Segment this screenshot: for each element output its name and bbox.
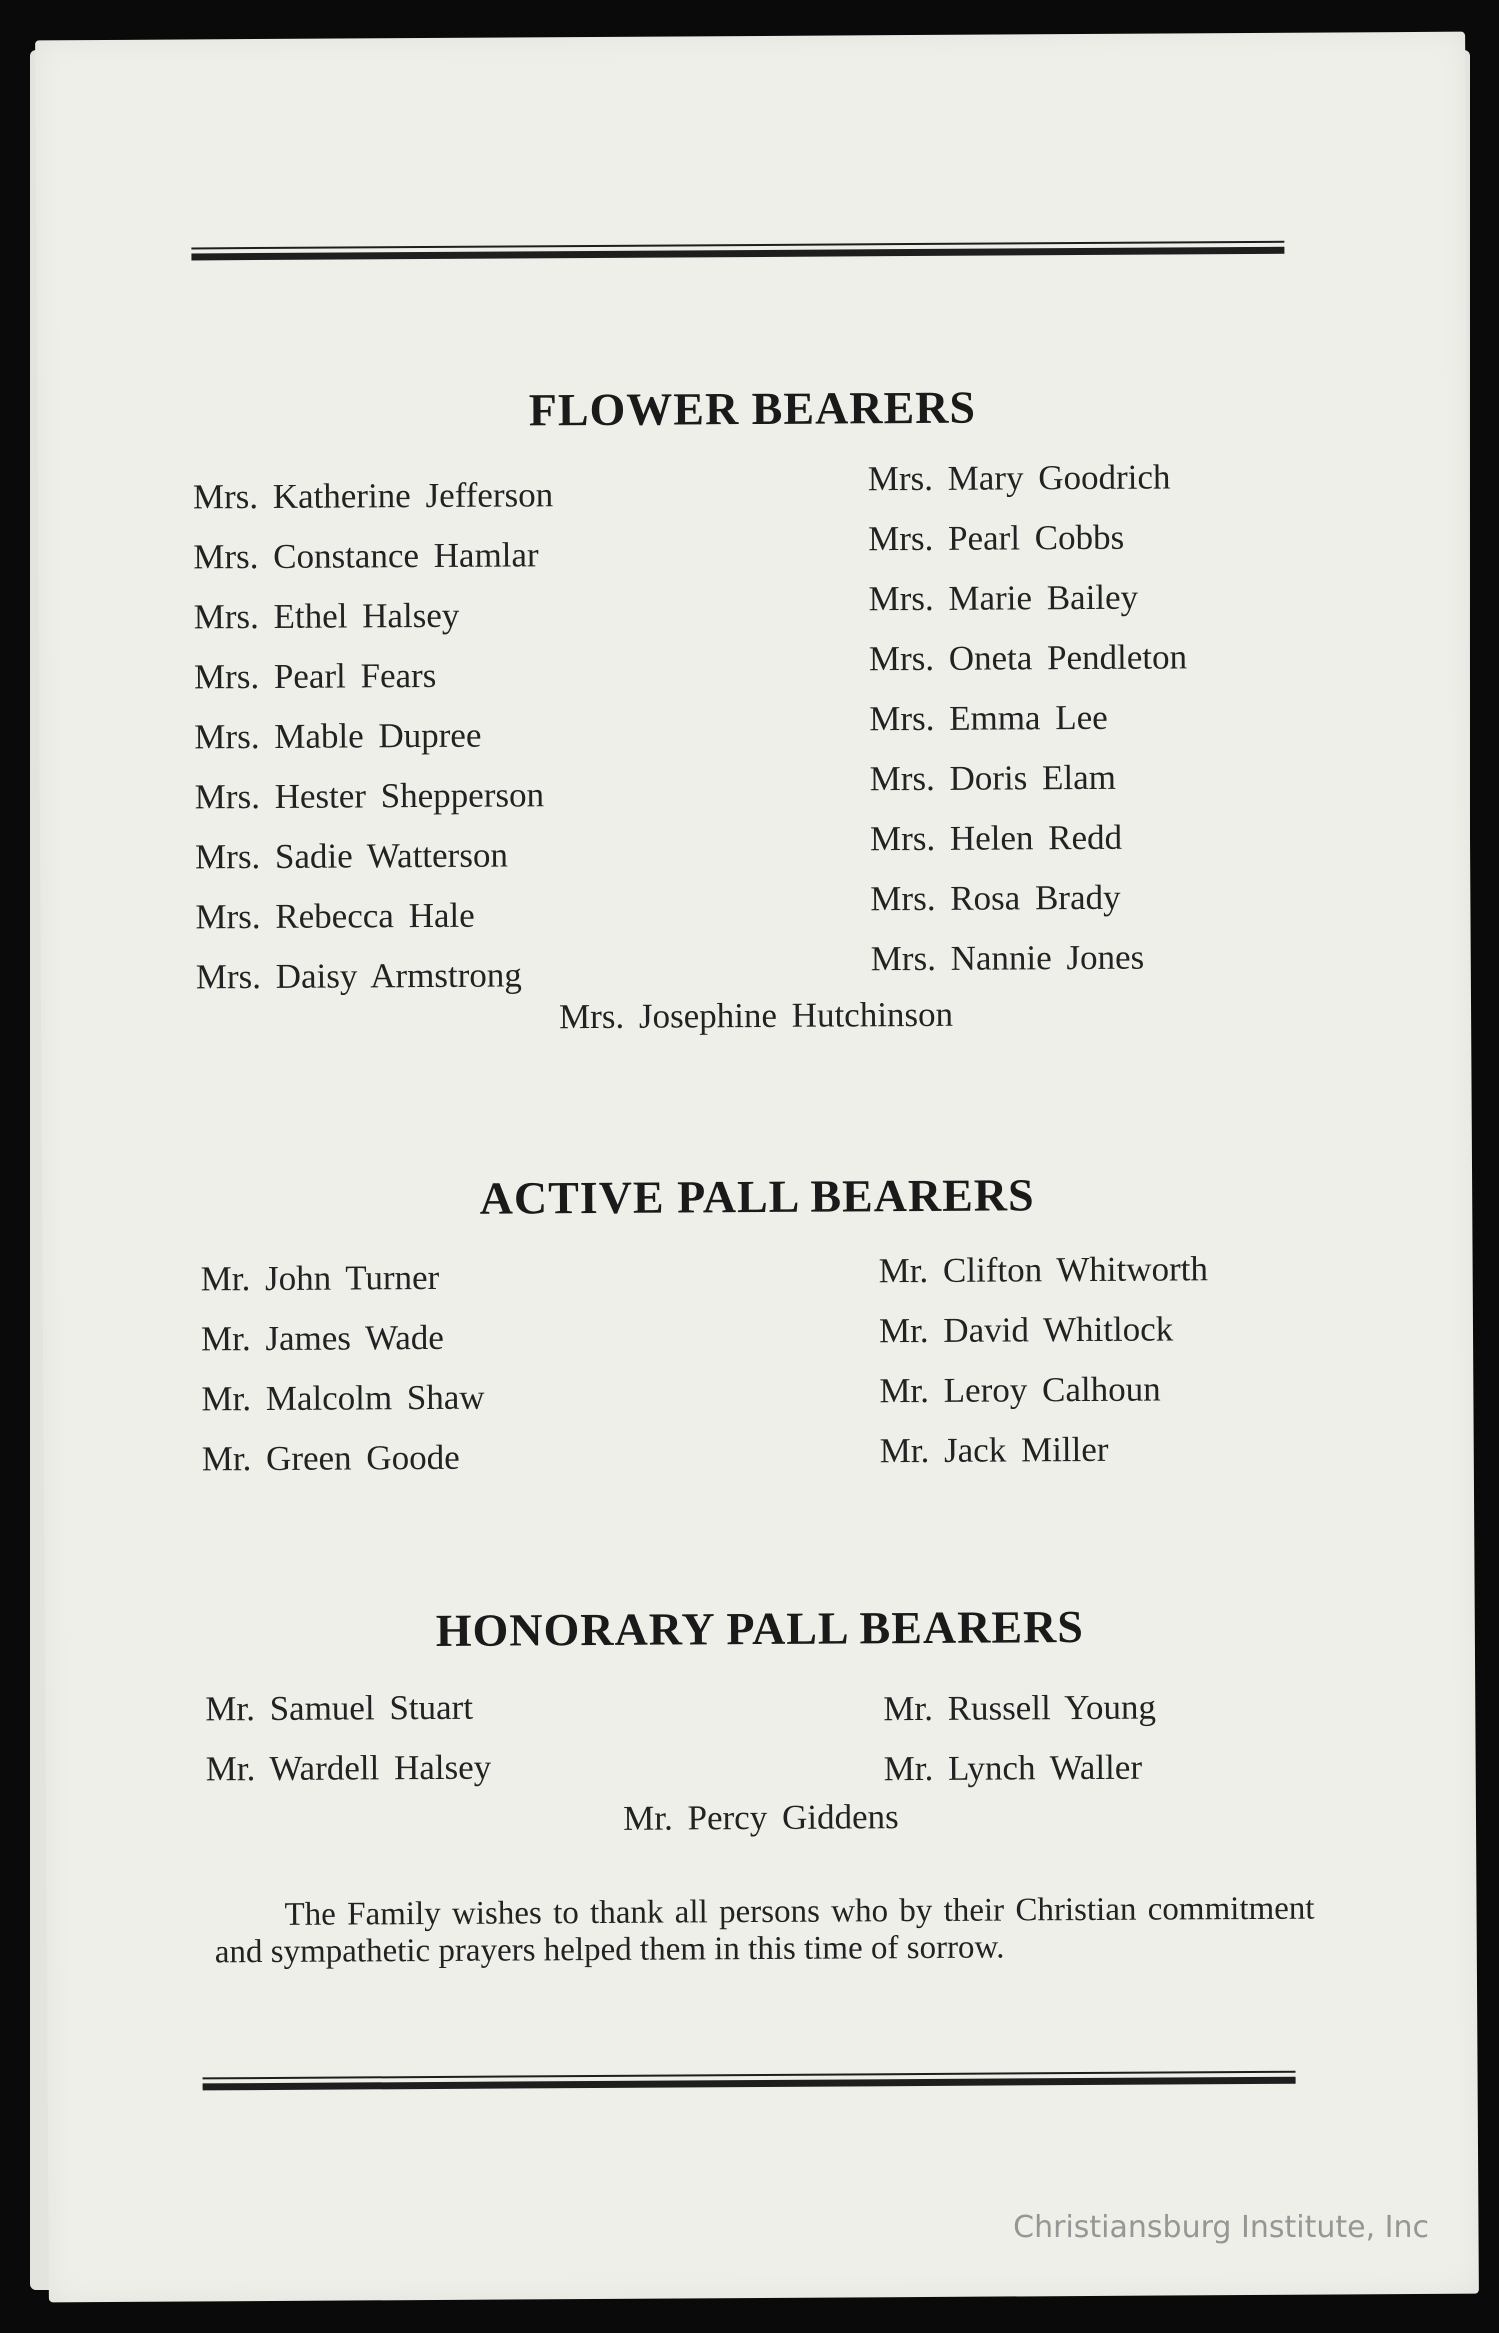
list-item: Mrs. Pearl Cobbs [868,517,1125,559]
list-item: Mrs. Ethel Halsey [193,595,460,637]
flower-bearers-right-list [868,447,1189,989]
list-item: Mrs. Mary Goodrich [867,457,1171,499]
list-item: Mr. Wardell Halsey [205,1747,492,1789]
bottom-double-rule [203,2071,1296,2091]
list-item: Mr. Clifton Whitworth [878,1249,1209,1291]
list-item: Mr. David Whitlock [878,1309,1174,1351]
honorary-pall-bearers-right-list [883,1678,1156,1800]
list-item: Mrs. Rebecca Hale [195,895,475,937]
list-item: Mrs. Helen Redd [869,817,1123,859]
list-item: Mr. John Turner [200,1257,440,1299]
list-item: Mrs. Katherine Jefferson [192,475,554,517]
list-item: Mr. Green Goode [201,1437,460,1479]
active-pall-bearers-left-list [200,1248,485,1490]
list-item: Mrs. Sadie Watterson [194,835,509,877]
list-item: Mrs. Pearl Fears [193,655,437,697]
flower-bearers-center-name: Mrs. Josephine Hutchinson [558,994,954,1037]
list-item: Mr. Samuel Stuart [205,1687,474,1729]
active-pall-bearers-right-list [878,1239,1209,1481]
list-item: Mrs. Hester Shepperson [194,775,545,817]
flower-bearers-left-list [193,465,557,1007]
list-item: Mrs. Doris Elam [869,757,1117,799]
list-item: Mrs. Rosa Brady [870,877,1121,919]
honorary-pall-bearers-center-name: Mr. Percy Giddens [623,1797,899,1838]
watermark-text: Christiansburg Institute, Inc [1013,2210,1429,2245]
active-pall-bearers-heading: ACTIVE PALL BEARERS [479,1169,1035,1224]
honorary-pall-bearers-heading: HONORARY PALL BEARERS [435,1601,1085,1656]
list-item: Mr. Malcolm Shaw [201,1377,485,1419]
list-item: Mr. James Wade [200,1317,444,1359]
list-item: Mrs. Emma Lee [869,697,1108,739]
list-item: Mr. Leroy Calhoun [879,1369,1161,1411]
list-item: Mrs. Marie Bailey [868,577,1139,619]
list-item: Mr. Jack Miller [879,1429,1109,1471]
list-item: Mrs. Oneta Pendleton [868,637,1188,679]
list-item: Mrs. Daisy Armstrong [195,955,522,997]
list-item: Mrs. Mable Dupree [194,715,482,757]
family-thanks-paragraph: The Family wishes to thank all persons who by their Christian commitment and sympathetic prayers helped them in this time of sorrow. [214,1890,1315,1971]
list-item: Mr. Russell Young [883,1687,1157,1729]
program-page [35,32,1479,2303]
top-double-rule [191,241,1284,261]
honorary-pall-bearers-left-list [205,1678,491,1800]
list-item: Mrs. Nannie Jones [870,937,1145,979]
list-item: Mrs. Constance Hamlar [193,535,539,577]
flower-bearers-heading: FLOWER BEARERS [528,381,977,436]
list-item: Mr. Lynch Waller [883,1747,1143,1789]
